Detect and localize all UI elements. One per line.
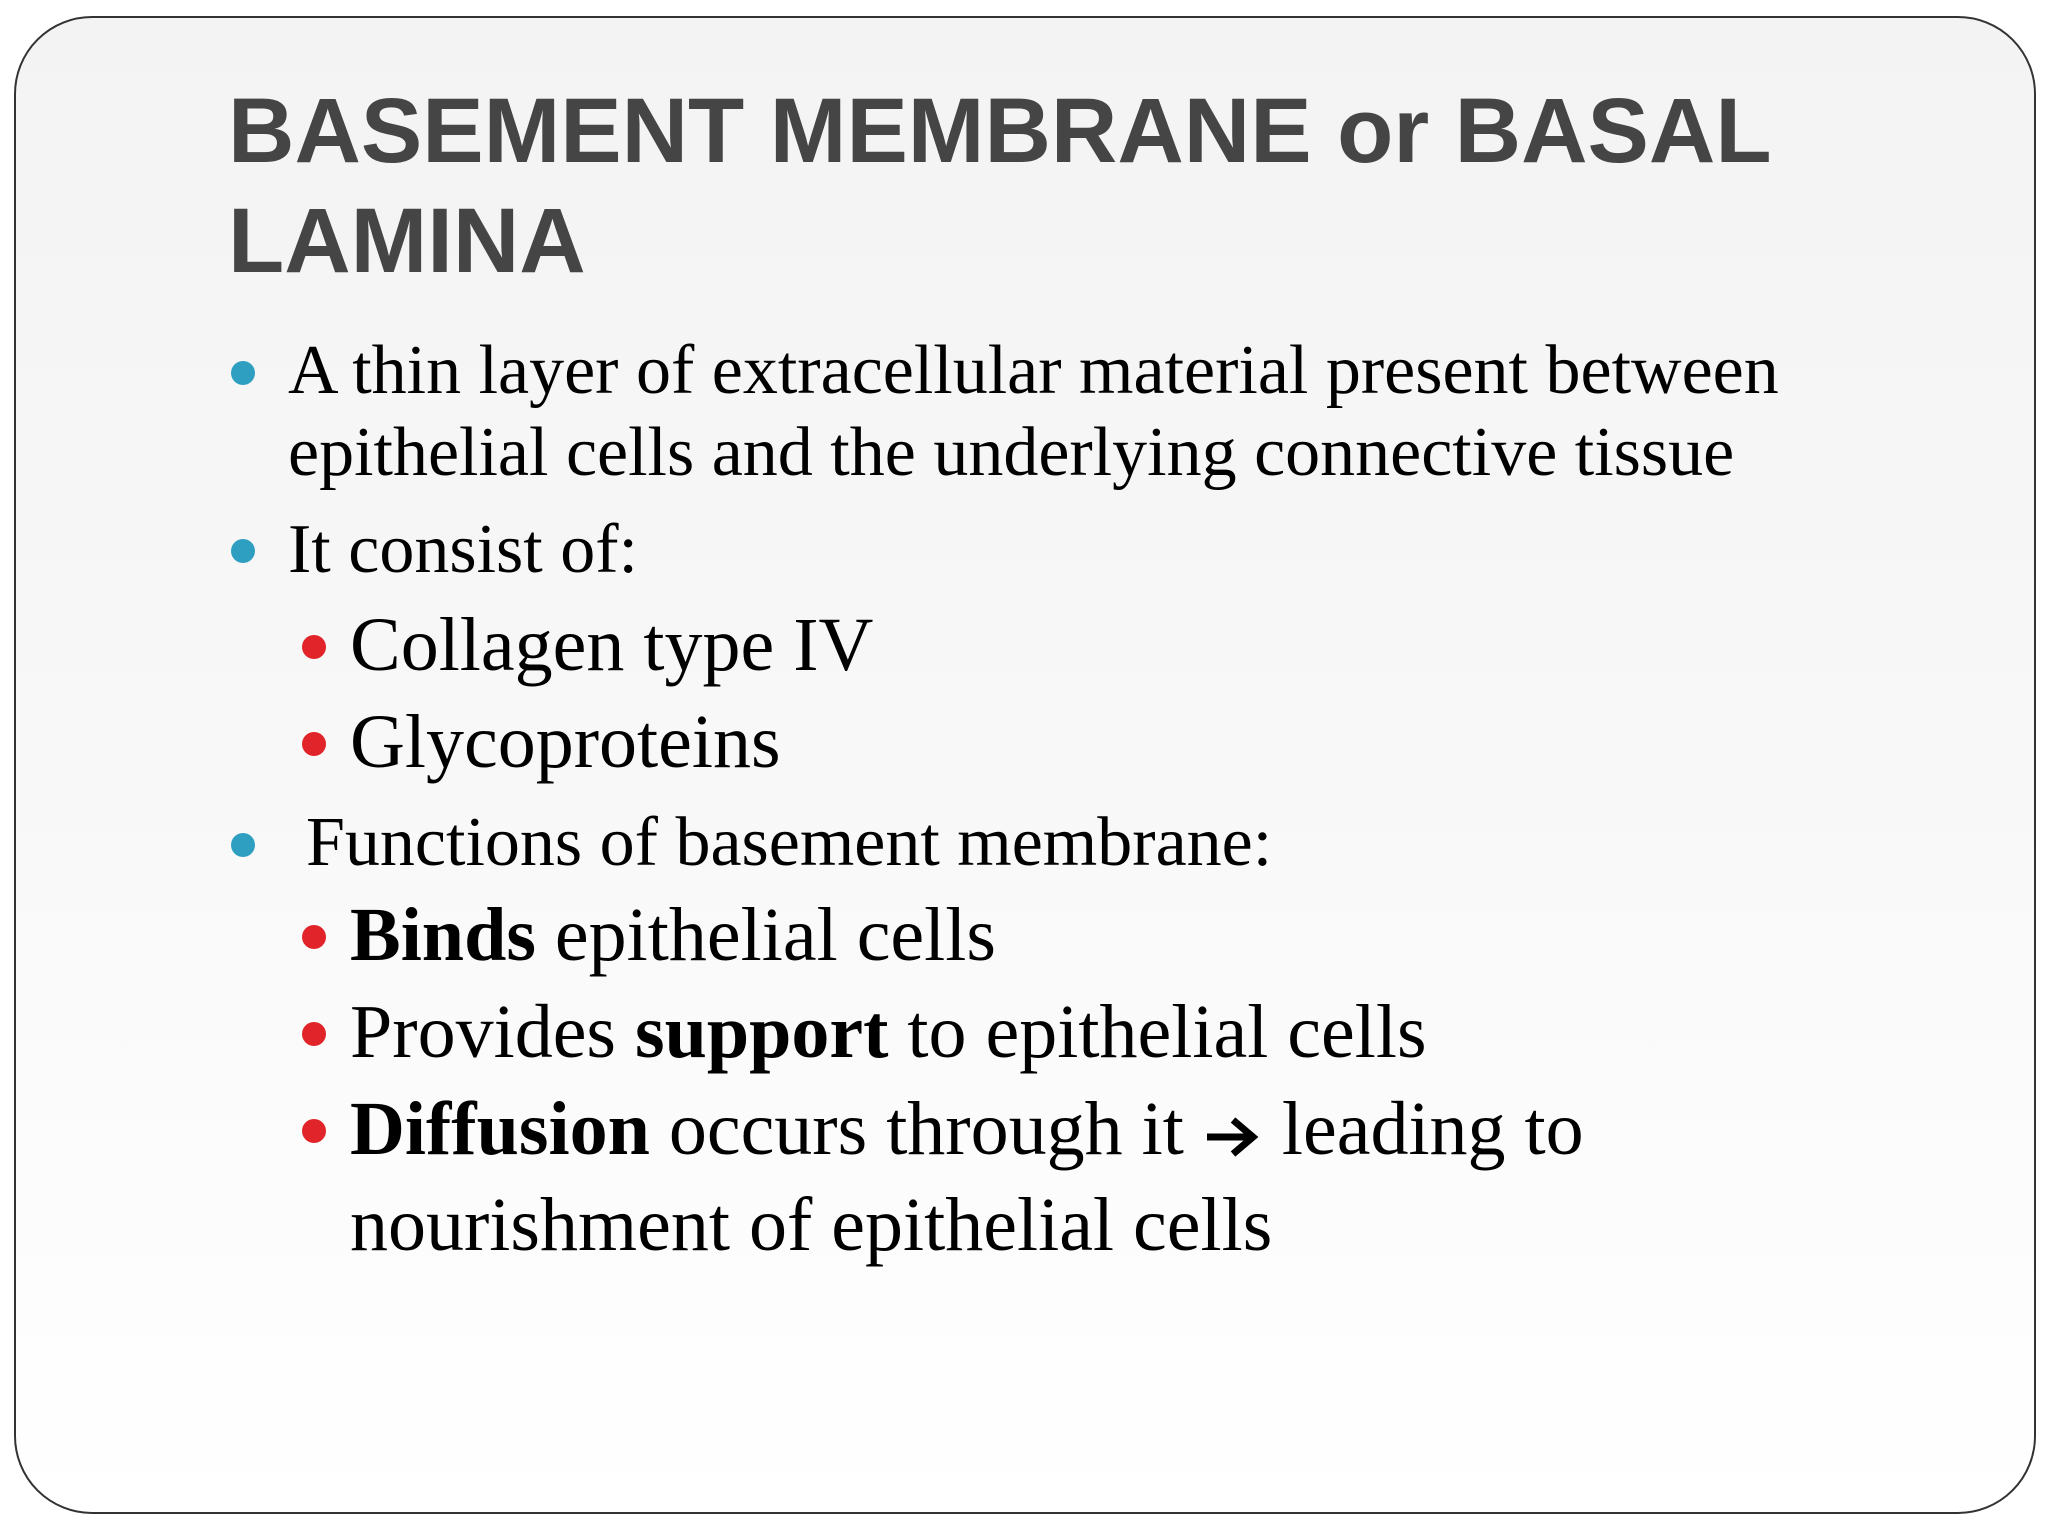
right-arrow-icon [1203,1093,1263,1181]
sub-bullet-3-1-text [350,891,1930,979]
bullet-3-text: Functions of basement membrane: [306,804,1273,881]
sub-bullet-dot-2-2 [302,732,326,756]
sub-bullet-2-1-text: Collagen type IV [350,603,874,687]
bullet-1-text: A thin layer of extracellular material present between epithelial cells and the underlying connective tissue [288,332,1779,491]
bullet-dot-2 [231,539,255,563]
sub-bullet-2-2-text: Glycoproteins [350,700,781,784]
sub-bullet-dot-3-3 [302,1119,326,1143]
bullet-dot-3 [231,833,255,857]
sub-bullet-3-3-post: leading to nourishment of epithelial cells [350,1087,1584,1267]
sub-bullet-3-3-mid: occurs through it [649,1087,1203,1171]
sub-bullet-3-1-bold: Binds [350,893,536,977]
slide-title: BASEMENT MEMBRANE or BASAL LAMINA [228,80,1770,292]
sub-bullet-3-3-text [350,1085,1930,1269]
sub-bullet-dot-3-1 [302,925,326,949]
sub-bullet-dot-3-2 [302,1022,326,1046]
bullet-dot-1 [231,361,255,385]
sub-bullet-3-2-post: to epithelial cells [888,990,1427,1074]
sub-bullet-3-2-text [350,988,1930,1076]
sub-bullet-dot-2-1 [302,635,326,659]
bullet-2-text: It consist of: [288,511,638,588]
sub-bullet-3-2-pre: Provides [350,990,635,1074]
sub-bullet-3-2-bold: support [635,990,889,1074]
sub-bullet-3-3-bold: Diffusion [350,1087,650,1171]
sub-bullet-3-1-rest: epithelial cells [535,893,996,977]
